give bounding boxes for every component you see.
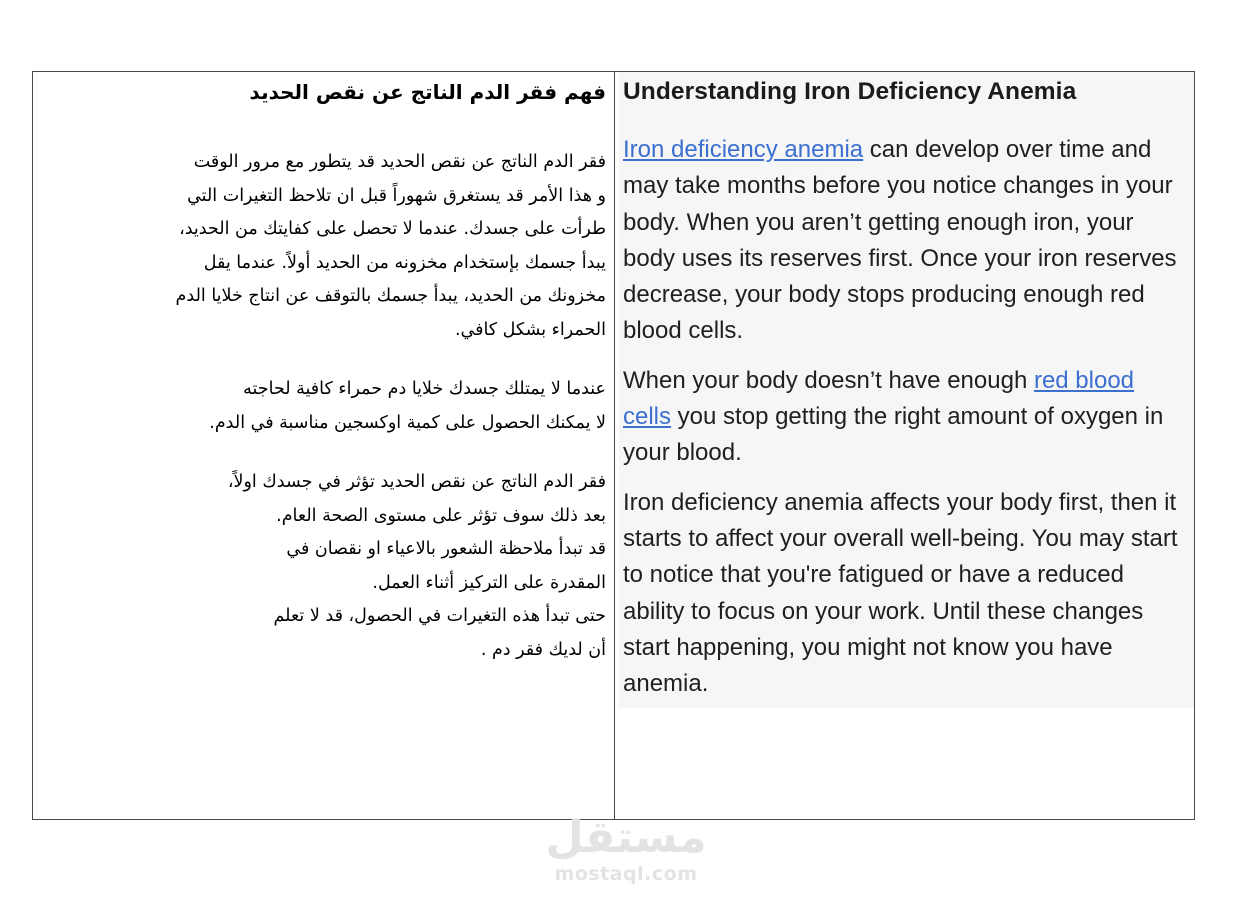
arabic-line: حتى تبدأ هذه التغيرات في الحصول، قد لا تعلم	[273, 606, 606, 626]
red-blood-cells-link[interactable]: red blood cells	[623, 366, 1135, 431]
arabic-line: طرأت على جسدك. عندما لا تحصل على كفايتك من الحديد،	[179, 219, 606, 239]
english-text: Iron deficiency anemia affects your body first, then it starts to affect your overall well-being. You may start to notice that you're fatigued or have a reduced ability to focus on your work. Until these changes start happening, you might not know you have anemia.	[623, 488, 1178, 698]
arabic-line: المقدرة على التركيز أثناء العمل.	[372, 572, 606, 593]
arabic-column	[33, 72, 615, 819]
arabic-line: يبدأ جسمك بإستخدام مخزونه من الحديد أولاً. عندما يقل	[203, 252, 606, 273]
arabic-paragraph-1	[51, 146, 606, 347]
arabic-line: عندما لا يمتلك جسدك خلايا دم حمراء كافية لحاجته	[243, 379, 606, 399]
watermark-url: mostaql.com	[554, 863, 698, 885]
english-panel	[619, 72, 1194, 708]
arabic-paragraph-2	[51, 373, 606, 440]
english-text: When your body doesn’t have enough	[623, 366, 1034, 394]
english-text: can develop over time and may take months before you notice changes in your body. When you aren’t getting enough iron, your body uses its reserves first. Once your iron reserves decrease, your body stops producing enough red blood cells.	[623, 136, 1177, 345]
arabic-line: و هذا الأمر قد يستغرق شهوراً قبل ان تلاحظ التغيرات التي	[187, 185, 606, 206]
iron-deficiency-anemia-link[interactable]: Iron deficiency anemia	[623, 136, 864, 163]
arabic-line: بعد ذلك سوف تؤثر على مستوى الصحة العام.	[276, 505, 606, 526]
arabic-line: الحمراء بشكل كافي.	[454, 319, 606, 340]
arabic-line: فقر الدم الناتج عن نقص الحديد تؤثر في جسدك اولاً،	[227, 472, 606, 492]
english-paragraph-2	[623, 363, 1188, 472]
english-title: Understanding Iron Deficiency Anemia	[623, 78, 1077, 105]
english-column	[615, 72, 1194, 819]
arabic-paragraph-3	[51, 466, 606, 667]
arabic-title: فهم فقر الدم الناتج عن نقص الحديد	[249, 80, 606, 104]
english-text: you stop getting the right amount of oxygen in your blood.	[623, 403, 1164, 467]
arabic-line: فقر الدم الناتج عن نقص الحديد قد يتطور مع مرور الوقت	[193, 152, 606, 172]
english-paragraph-3	[623, 485, 1188, 703]
arabic-line: قد تبدأ ملاحظة الشعور بالاعياء او نقصان في	[286, 539, 606, 559]
mostaql-watermark	[541, 813, 711, 893]
translation-table	[32, 71, 1195, 820]
arabic-line: أن لديك فقر دم .	[480, 639, 606, 660]
arabic-line: مخزونك من الحديد، يبدأ جسمك بالتوقف عن انتاج خلايا الدم	[175, 286, 606, 306]
english-paragraph-1	[623, 132, 1188, 350]
arabic-line: لا يمكنك الحصول على كمية اوكسجين مناسبة في الدم.	[209, 412, 606, 433]
watermark-arabic-logo: مستقل	[545, 812, 707, 863]
